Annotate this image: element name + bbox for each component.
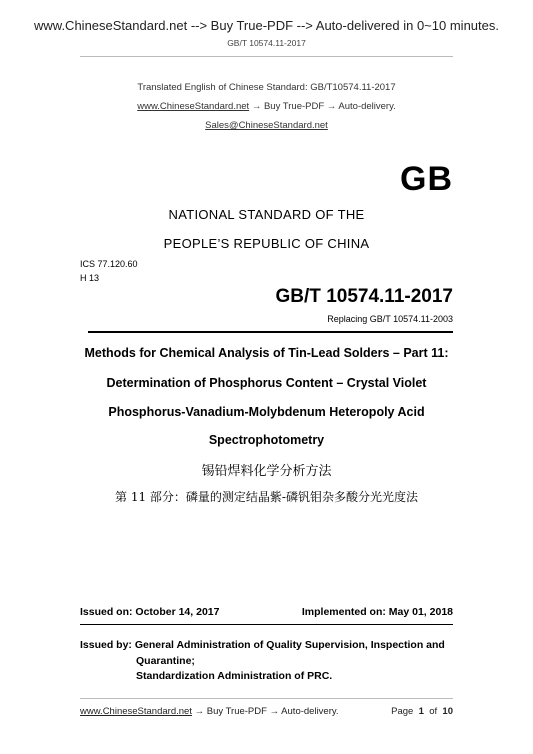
implemented-date: Implemented on: May 01, 2018 [301,606,453,618]
email-link[interactable]: Sales@ChineseStandard.net [205,120,328,131]
issued-by-line3: Standardization Administration of PRC. [136,670,333,682]
footer-buy-text: → Buy True-PDF → Auto-delivery. [191,706,339,717]
national-standard-line2: PEOPLE’S REPUBLIC OF CHINA [163,236,370,251]
national-standard-line1: NATIONAL STANDARD OF THE [168,207,365,222]
title-divider [88,331,453,333]
of-label: of [429,706,438,717]
replacing-note: Replacing GB/T 10574.11-2003 [327,314,453,324]
header-divider [80,56,453,57]
issued-by-line1: Issued by: General Administration of Quality Supervision, Inspection and [80,639,445,651]
title-en-line4: Spectrophotometry [208,433,325,447]
page-indicator [391,706,453,717]
footer-divider [80,698,453,699]
header-banner: www.ChineseStandard.net --> Buy True-PDF --> Auto-delivered in 0~10 minutes. [34,18,499,33]
title-en-line2: Determination of Phosphorus Content – Crystal Violet [106,376,427,390]
translation-note: Translated English of Chinese Standard: GB/T10574.11-2017 [137,82,396,93]
title-en-line1: Methods for Chemical Analysis of Tin-Lead Solders – Part 11: [84,346,449,360]
footer-buy-line [80,706,339,717]
translation-buy-line [0,101,533,112]
dates-divider [80,624,453,625]
ics-code: ICS 77.120.60 [80,259,138,269]
page-total: 10 [442,706,453,717]
ccs-code: H 13 [80,273,100,283]
title-cn-line2: 第 11 部分：磷量的测定结晶紫-磷钒钼杂多酸分光光度法 [115,490,418,504]
page-number: 1 [418,706,424,717]
header-doc-id: GB/T 10574.11-2017 [227,38,306,48]
issued-date: Issued on: October 14, 2017 [80,606,220,618]
email-line [0,120,533,131]
title-en-line3: Phosphorus-Vanadium-Molybdenum Heteropoly Acid [108,405,425,419]
gb-logo: GB [400,160,453,198]
buy-text: → Buy True-PDF → Auto-delivery. [249,101,396,112]
page-label: Page [391,706,414,717]
title-cn-line1: 锡铅焊料化学分析方法 [201,464,332,479]
standard-number: GB/T 10574.11-2017 [275,286,453,307]
site-link[interactable]: www.ChineseStandard.net [137,101,250,112]
footer-site-link[interactable]: www.ChineseStandard.net [80,706,192,717]
issued-by-line2: Quarantine; [136,655,195,667]
